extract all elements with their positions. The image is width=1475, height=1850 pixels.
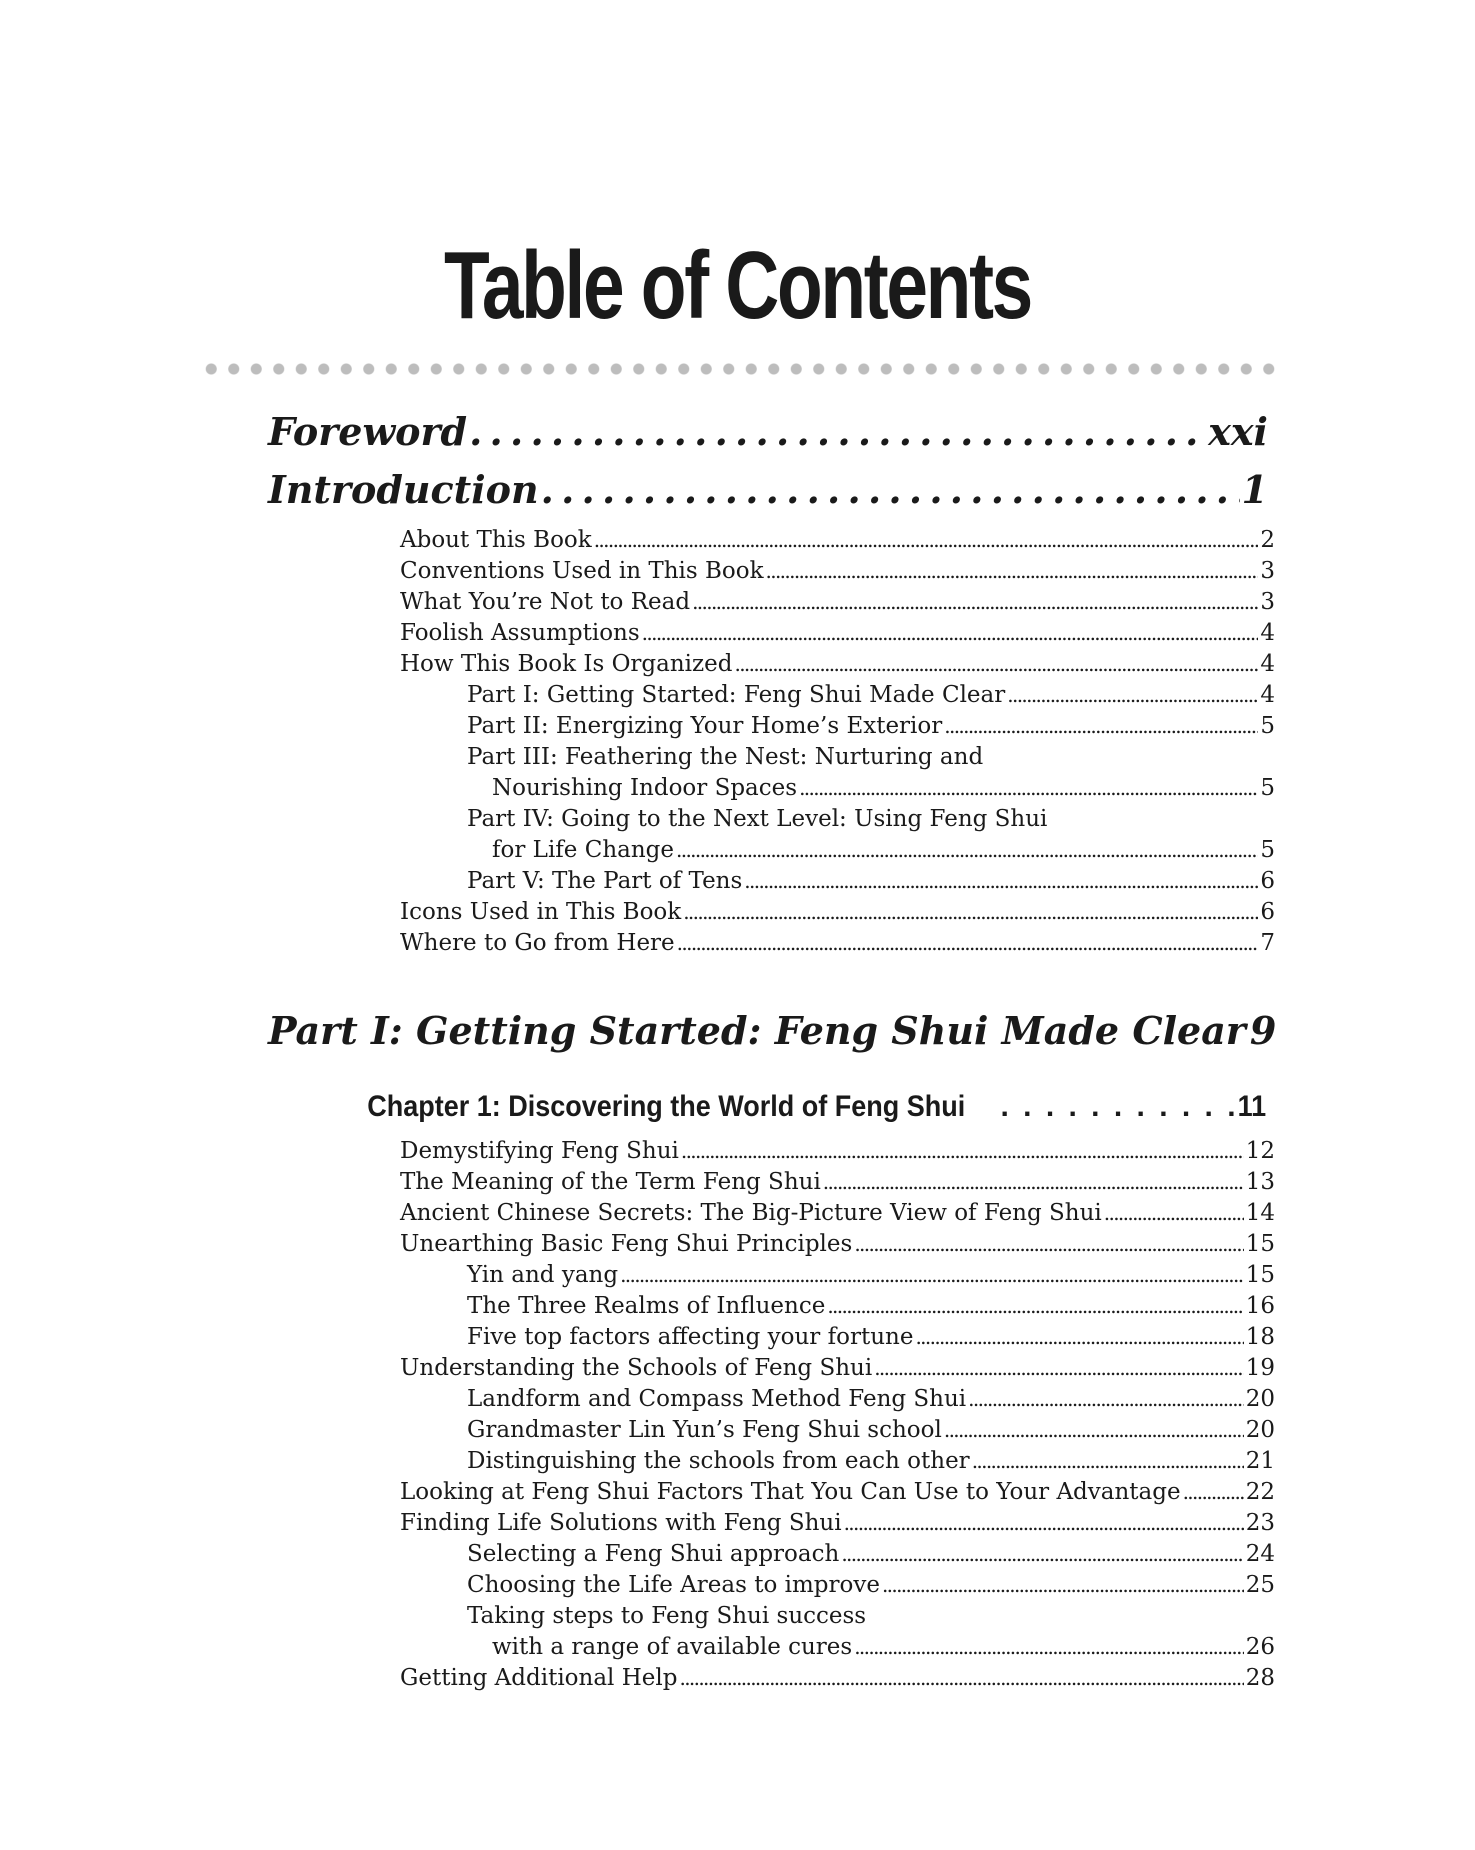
toc-page-number: 19 [1245, 1355, 1275, 1381]
toc-page-number: 26 [1245, 1634, 1275, 1660]
toc-entry[interactable] [492, 835, 1275, 865]
toc-label: Part I: Getting Started: Feng Shui Made Clear [467, 682, 1006, 708]
toc-label: Part III: Feathering the Nest: Nurturing and [467, 744, 984, 770]
toc-label: Demystifying Feng Shui [400, 1138, 679, 1164]
toc-entry[interactable] [400, 928, 1275, 958]
dot-leader [827, 1291, 1243, 1321]
toc-label: with a range of available cures [492, 1634, 853, 1660]
toc-entry[interactable] [400, 649, 1275, 679]
toc-page-number: 3 [1260, 589, 1275, 615]
toc-entry[interactable] [400, 1477, 1275, 1507]
page-title: Table of Contents [444, 232, 1031, 339]
toc-page-number: 14 [1245, 1200, 1275, 1226]
toc-label: Foolish Assumptions [400, 620, 640, 646]
dot-leader [944, 1415, 1244, 1445]
dot-leader [874, 1353, 1244, 1383]
toc-page-number: 3 [1260, 558, 1275, 584]
toc-label: Taking steps to Feng Shui success [467, 1603, 867, 1629]
dot-leader [744, 866, 1258, 896]
dot-leader [854, 1229, 1243, 1259]
dot-leader [594, 525, 1259, 555]
toc-entry[interactable] [400, 1136, 1275, 1166]
toc-label: Landform and Compass Method Feng Shui [467, 1386, 967, 1412]
toc-label: Conventions Used in This Book [400, 558, 764, 584]
dot-leader [1001, 1088, 1235, 1126]
toc-label: Yin and yang [467, 1262, 619, 1288]
toc-page-number: 20 [1245, 1417, 1275, 1443]
toc-label: Part II: Energizing Your Home’s Exterior [467, 713, 943, 739]
dot-leader [823, 1167, 1244, 1197]
toc-entry-foreword[interactable] [268, 408, 1268, 456]
toc-label: About This Book [400, 527, 592, 553]
toc-page-number: 6 [1260, 868, 1275, 894]
dot-leader [854, 1632, 1244, 1662]
toc-entry[interactable] [467, 866, 1275, 896]
toc-page-number: 9 [1249, 1008, 1277, 1053]
toc-label: Nourishing Indoor Spaces [492, 775, 798, 801]
toc-label: Introduction [268, 467, 539, 512]
toc-page-number: 23 [1245, 1510, 1275, 1536]
toc-label: Ancient Chinese Secrets: The Big-Picture View of Feng Shui [400, 1200, 1102, 1226]
toc-entry[interactable] [400, 556, 1275, 586]
toc-page-number: 1 [1241, 467, 1268, 512]
toc-label: Where to Go from Here [400, 930, 675, 956]
toc-entry[interactable] [467, 1260, 1275, 1290]
toc-page-number: 12 [1245, 1138, 1275, 1164]
toc-page-number: 5 [1260, 837, 1275, 863]
dot-leader [944, 711, 1258, 741]
dot-leader [1104, 1198, 1244, 1228]
toc-label: Grandmaster Lin Yun’s Feng Shui school [467, 1417, 942, 1443]
toc-label: Unearthing Basic Feng Shui Principles [400, 1231, 853, 1257]
toc-entry-introduction[interactable] [268, 466, 1268, 514]
toc-entry[interactable] [467, 1322, 1275, 1352]
dot-leader [972, 1446, 1244, 1476]
dot-leader [677, 928, 1259, 958]
toc-label: Part I: Getting Started: Feng Shui Made Clear [268, 1008, 1246, 1053]
dot-leader [642, 618, 1259, 648]
toc-page-number: 13 [1245, 1169, 1275, 1195]
toc-page-number: xxi [1208, 409, 1268, 454]
toc-page-number: 5 [1260, 775, 1275, 801]
toc-page-number: 21 [1245, 1448, 1275, 1474]
toc-entry[interactable] [467, 1291, 1275, 1321]
dot-leader [915, 1322, 1243, 1352]
toc-label: How This Book Is Organized [400, 651, 733, 677]
toc-label: Icons Used in This Book [400, 899, 682, 925]
toc-entry[interactable] [467, 1570, 1275, 1600]
toc-entry[interactable] [400, 618, 1275, 648]
toc-entry[interactable] [400, 1508, 1275, 1538]
dot-leader [799, 773, 1258, 803]
toc-label: Selecting a Feng Shui approach [467, 1541, 840, 1567]
toc-page-number: 18 [1245, 1324, 1275, 1350]
dot-leader [766, 556, 1259, 586]
dotted-divider [200, 362, 1280, 376]
toc-label: The Meaning of the Term Feng Shui [400, 1169, 821, 1195]
toc-entry[interactable] [400, 897, 1275, 927]
toc-label: What You’re Not to Read [400, 589, 691, 615]
toc-entry-part-1[interactable] [268, 1007, 1277, 1055]
toc-entry[interactable] [400, 525, 1275, 555]
dot-leader [844, 1508, 1244, 1538]
toc-page-number: 5 [1260, 713, 1275, 739]
dot-leader [681, 1136, 1244, 1166]
dot-leader [968, 1384, 1244, 1414]
toc-label: Getting Additional Help [400, 1665, 678, 1691]
toc-label: Choosing the Life Areas to improve [467, 1572, 880, 1598]
toc-page-number: 28 [1245, 1665, 1275, 1691]
toc-label: Finding Life Solutions with Feng Shui [400, 1510, 842, 1536]
toc-label: Distinguishing the schools from each other [467, 1448, 970, 1474]
toc-label: Understanding the Schools of Feng Shui [400, 1355, 873, 1381]
toc-entry[interactable] [492, 773, 1275, 803]
toc-page-number: 11 [1237, 1090, 1267, 1123]
toc-page-number: 4 [1260, 620, 1275, 646]
toc-page-number: 4 [1260, 682, 1275, 708]
toc-page-number: 15 [1245, 1262, 1275, 1288]
toc-page-number: 6 [1260, 899, 1275, 925]
toc-page-number: 20 [1245, 1386, 1275, 1412]
dot-leader [541, 466, 1240, 514]
toc-entry[interactable] [400, 1229, 1275, 1259]
toc-entry[interactable] [467, 680, 1275, 710]
toc-entry[interactable] [400, 1198, 1275, 1228]
toc-page-number: 7 [1260, 930, 1275, 956]
toc-entry[interactable] [492, 1632, 1275, 1662]
dot-leader [469, 408, 1206, 456]
toc-label: for Life Change [492, 837, 675, 863]
toc-label: Chapter 1: Discovering the World of Feng Shui [367, 1090, 966, 1123]
toc-entry[interactable] [467, 1384, 1275, 1414]
dot-leader [679, 1663, 1243, 1693]
toc-entry[interactable] [400, 1353, 1275, 1383]
toc-page-number: 2 [1260, 527, 1275, 553]
toc-label: Five top factors affecting your fortune [467, 1324, 914, 1350]
toc-entry[interactable] [400, 1167, 1275, 1197]
dot-leader [1007, 680, 1258, 710]
toc-page-number: 24 [1245, 1541, 1275, 1567]
toc-entry[interactable] [400, 1663, 1275, 1693]
dot-leader [1183, 1477, 1244, 1507]
toc-label: Part IV: Going to the Next Level: Using Feng Shui [467, 806, 1048, 832]
toc-entry[interactable] [467, 1601, 1275, 1631]
dot-leader [620, 1260, 1244, 1290]
dot-leader [841, 1539, 1243, 1569]
toc-page-number: 4 [1260, 651, 1275, 677]
dot-leader [676, 835, 1258, 865]
toc-page-number: 22 [1245, 1479, 1275, 1505]
toc-entry[interactable] [467, 1446, 1275, 1476]
toc-page-number: 15 [1245, 1231, 1275, 1257]
toc-label: The Three Realms of Influence [467, 1293, 826, 1319]
dot-leader [734, 649, 1258, 679]
dot-leader [882, 1570, 1244, 1600]
toc-entry[interactable] [467, 711, 1275, 741]
dot-leader [692, 587, 1258, 617]
toc-entry[interactable] [467, 742, 1275, 772]
toc-entry[interactable] [400, 587, 1275, 617]
toc-entry[interactable] [467, 1415, 1275, 1445]
toc-label: Foreword [268, 409, 468, 454]
toc-entry-chapter-1[interactable] [334, 1088, 1268, 1126]
toc-label: Looking at Feng Shui Factors That You Can Use to Your Advantage [400, 1479, 1181, 1505]
toc-entry[interactable] [467, 1539, 1275, 1569]
toc-page-number: 25 [1245, 1572, 1275, 1598]
toc-page-number: 16 [1245, 1293, 1275, 1319]
dot-leader [683, 897, 1258, 927]
toc-entry[interactable] [467, 804, 1275, 834]
toc-label: Part V: The Part of Tens [467, 868, 743, 894]
